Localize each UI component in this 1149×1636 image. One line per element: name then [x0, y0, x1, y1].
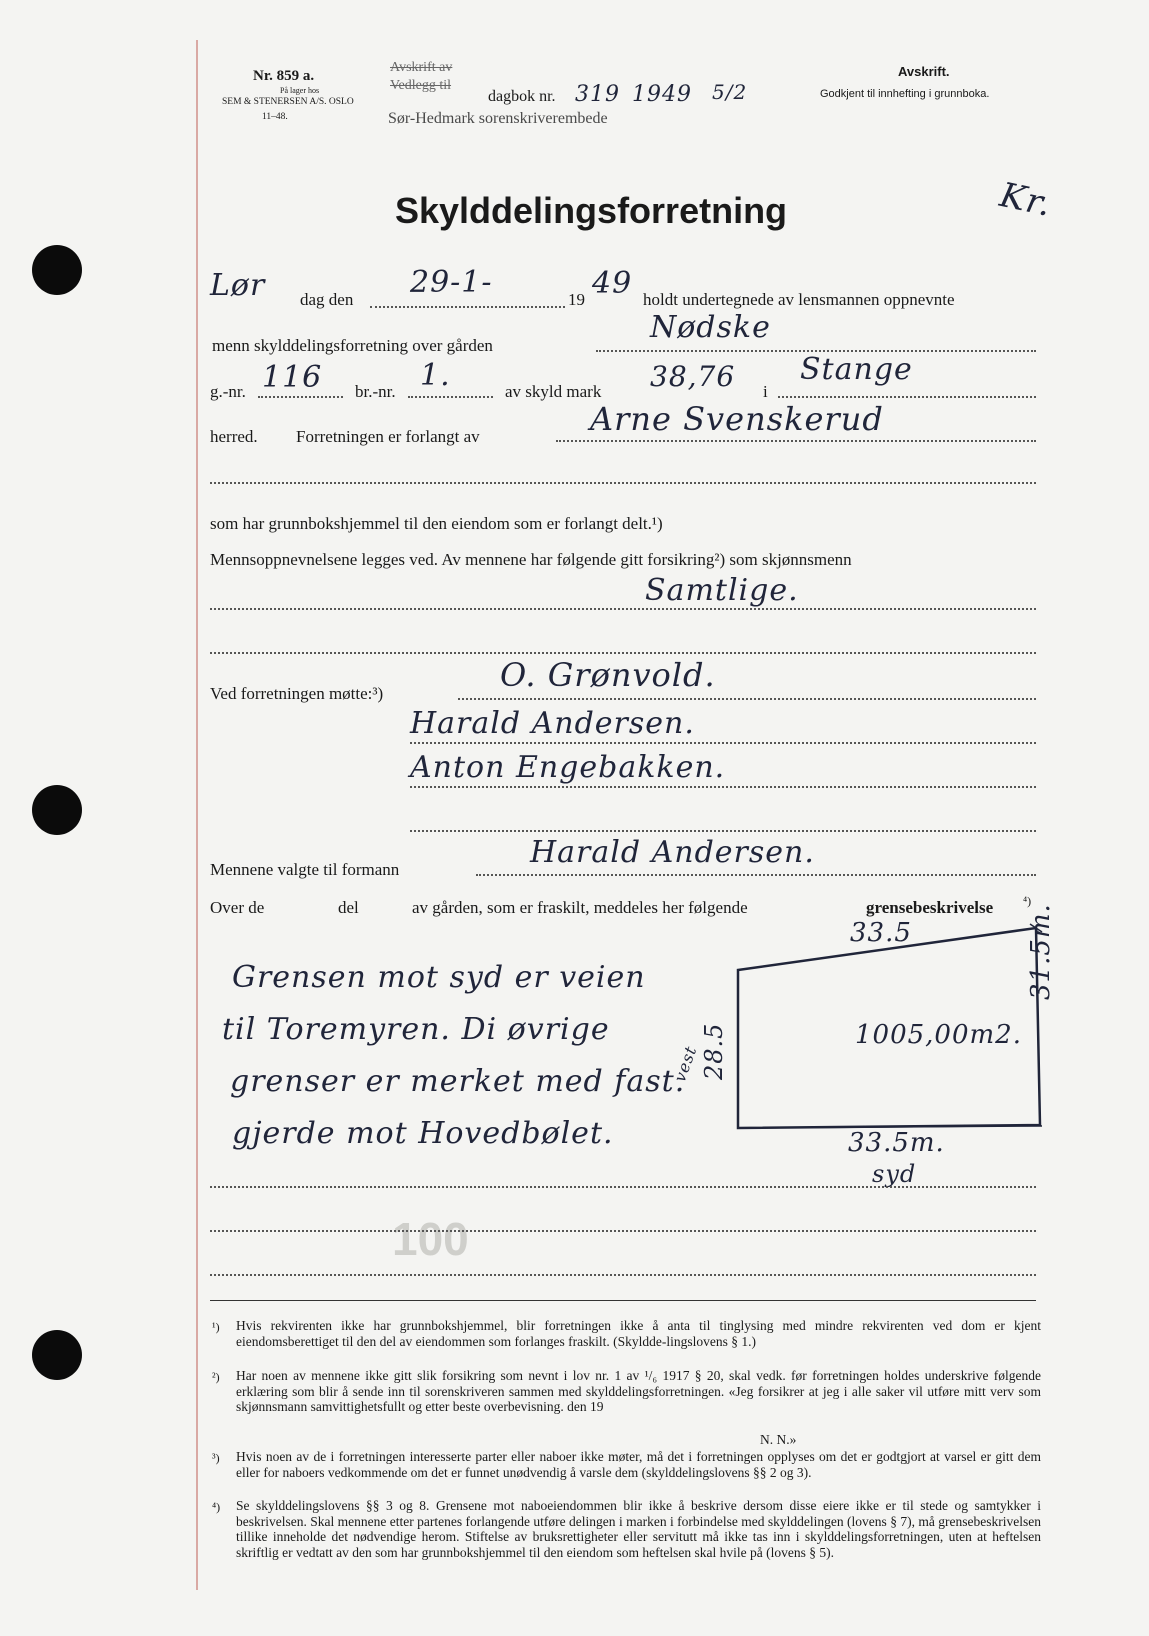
del-label: del [338, 898, 359, 917]
office-stamp: Sør-Hedmark sorenskriverembede [388, 110, 608, 127]
faint-stamp-number: 100 [392, 1213, 469, 1265]
form-number: Nr. 859 a. [253, 68, 315, 84]
skyld-handwritten: 38,76 [650, 360, 736, 393]
attendee-3-handwritten: Anton Engebakken. [410, 750, 726, 785]
forsikring-handwritten: Samtlige. [645, 573, 799, 608]
requester-handwritten: Arne Svenskerud [590, 400, 884, 438]
grense-label: grensebeskrivelse [866, 898, 994, 917]
formann-label: Mennene valgte til formann [210, 860, 400, 879]
i-label: i [763, 382, 768, 401]
over-de-label: Over de [210, 898, 265, 917]
gnr-handwritten: 116 [262, 360, 323, 395]
dag-den-label: dag den [300, 290, 354, 309]
farm-handwritten: Nødske [650, 310, 771, 345]
document-title: Skylddelingsforretning [395, 190, 788, 231]
brnr-handwritten: 1. [420, 358, 451, 393]
footnote-4-number: ⁴) [212, 1500, 221, 1514]
year-prefix: 19 [568, 290, 585, 309]
footnote-2-signature: N. N.» [760, 1432, 797, 1447]
herred-label: herred. [210, 427, 258, 446]
printer-line-3: 11–48. [262, 112, 288, 122]
sketch-area-label: 1005,00m2. [855, 1020, 1022, 1050]
boundary-line-2: til Toremyren. Di øvrige [222, 1012, 610, 1047]
footnote-rule [210, 1300, 1036, 1301]
boundary-line-3: grenser er merket med fast. [230, 1064, 686, 1099]
mote-label: Ved forretningen møtte:³) [210, 684, 384, 703]
blank-line-3 [210, 1186, 1036, 1188]
footnote-3-number: ³) [212, 1451, 220, 1465]
dagbok-label: dagbok nr. [488, 88, 556, 105]
sketch-right-label: 31.5m. [1026, 903, 1056, 1000]
dagbok-year: 1949 [632, 82, 692, 107]
footnote-1-number: ¹) [212, 1320, 220, 1334]
line-2-label: menn skylddelingsforretning over gården [212, 336, 493, 355]
printer-line-1: På lager hos [280, 86, 320, 95]
footnote-3-text: Hvis noen av de i forretningen interesserte parter eller naboer ikke møter, må det i forretningen opplyses om det er godtgjort at varsel er gitt dem eller for naboers vedkommende om det er funnet unødvendig å varsle dem (skylddelingslovens §§ 2 og 3). [236, 1449, 1041, 1480]
sketch-south-label: syd [872, 1160, 917, 1188]
boundary-line-1: Grensen mot syd er veien [232, 960, 646, 995]
boundary-line-4: gjerde mot Hovedbølet. [232, 1116, 614, 1151]
sketch-left-label: 28.5 [700, 1022, 728, 1080]
grense-footnote-mark: ⁴) [1023, 894, 1032, 908]
attendee-1-handwritten: O. Grønvold. [500, 656, 716, 694]
struck-text-2: Vedlegg til [390, 78, 452, 93]
title-mark: Kr. [996, 175, 1056, 225]
skyld-label: av skyld mark [505, 382, 602, 401]
gnr-label: g.-nr. [210, 382, 246, 401]
year-handwritten: 49 [592, 266, 633, 301]
forlangt-label: Forretningen er forlangt av [296, 427, 480, 446]
struck-text-1: Avskrift av [390, 60, 453, 75]
dagbok-date: 5/2 [712, 80, 748, 104]
footnote-2-number: ²) [212, 1370, 220, 1384]
dagbok-number: 319 [575, 82, 620, 107]
formann-handwritten: Harald Andersen. [530, 835, 815, 870]
date-handwritten: 29-1- [410, 265, 493, 300]
sketch-top-label: 33.5 [850, 918, 912, 948]
sketch-west-label: vest [670, 1043, 701, 1085]
blank-line-5 [210, 1274, 1036, 1276]
copy-subtitle: Godkjent til innhefting i grunnboka. [820, 88, 990, 100]
grunnbok-line: som har grunnbokshjemmel til den eiendom som er forlangt delt.¹) [210, 514, 663, 533]
attendee-2-handwritten: Harald Andersen. [410, 706, 695, 741]
weekday-handwritten: Lør [210, 268, 266, 303]
printer-line-2: SEM & STENERSEN A/S. OSLO [222, 97, 354, 107]
footnote-4-text: Se skylddelingslovens §§ 3 og 8. Grensene mot naboeiendommen blir ikke å beskrive dersom disse eiere ikke er til stede og samtykker i beskrivelsen. Skal mennene etter partenes forlangende utføre delingen i marken i forbindelse med skylddelingen (lovens § 7), må grensebeskrivelsen tillike inneholde det nødvendige herom. Stiftelse av bruksrettigheter eller servitutt må ikke tas inn i skylddelingsforretningen, uten at heftelsen skriftlig er vedtatt av den som har grunnbokshjemmel til den eiendom som heftelsen skal hvile på (lovens § 5). [236, 1498, 1041, 1560]
brnr-label: br.-nr. [355, 382, 396, 401]
mennsopp-line: Mennsoppnevnelsene legges ved. Av mennene har følgende gitt forsikring²) som skjønnsmenn [210, 550, 852, 569]
blank-line-4 [210, 1230, 1036, 1232]
line-1-text: holdt undertegnede av lensmannen oppnevnte [643, 290, 955, 309]
sketch-bottom-label: 33.5m. [848, 1128, 945, 1158]
footnote-2-text: Har noen av mennene ikke gitt slik forsikring som nevnt i lov nr. 1 av ¹/₆ 1917 § 20, skal vedk. før forretningen holdes underskrive følgende erklæring som blir å sende inn til sorenskriveren sammen med skylddelingsforretningen. «Jeg forsikrer at jeg i alle saker vil utføre mitt verv som skjønnsmann samvittighetsfullt og etter beste overbevisning. den 19 [236, 1368, 1041, 1414]
footnote-1-text: Hvis rekvirenten ikke har grunnbokshjemmel, blir forretningen ikke å anta til tinglysing med mindre rekvirenten ved dom er kjent eiendomsberettiget til den del av eiendommen som forlanges fraskilt. (Skyldde-lingslovens § 1.) [236, 1318, 1041, 1349]
herred-handwritten: Stange [800, 352, 913, 387]
copy-title: Avskrift. [898, 64, 950, 79]
fraskilt-text: av gården, som er fraskilt, meddeles her følgende [412, 898, 748, 917]
